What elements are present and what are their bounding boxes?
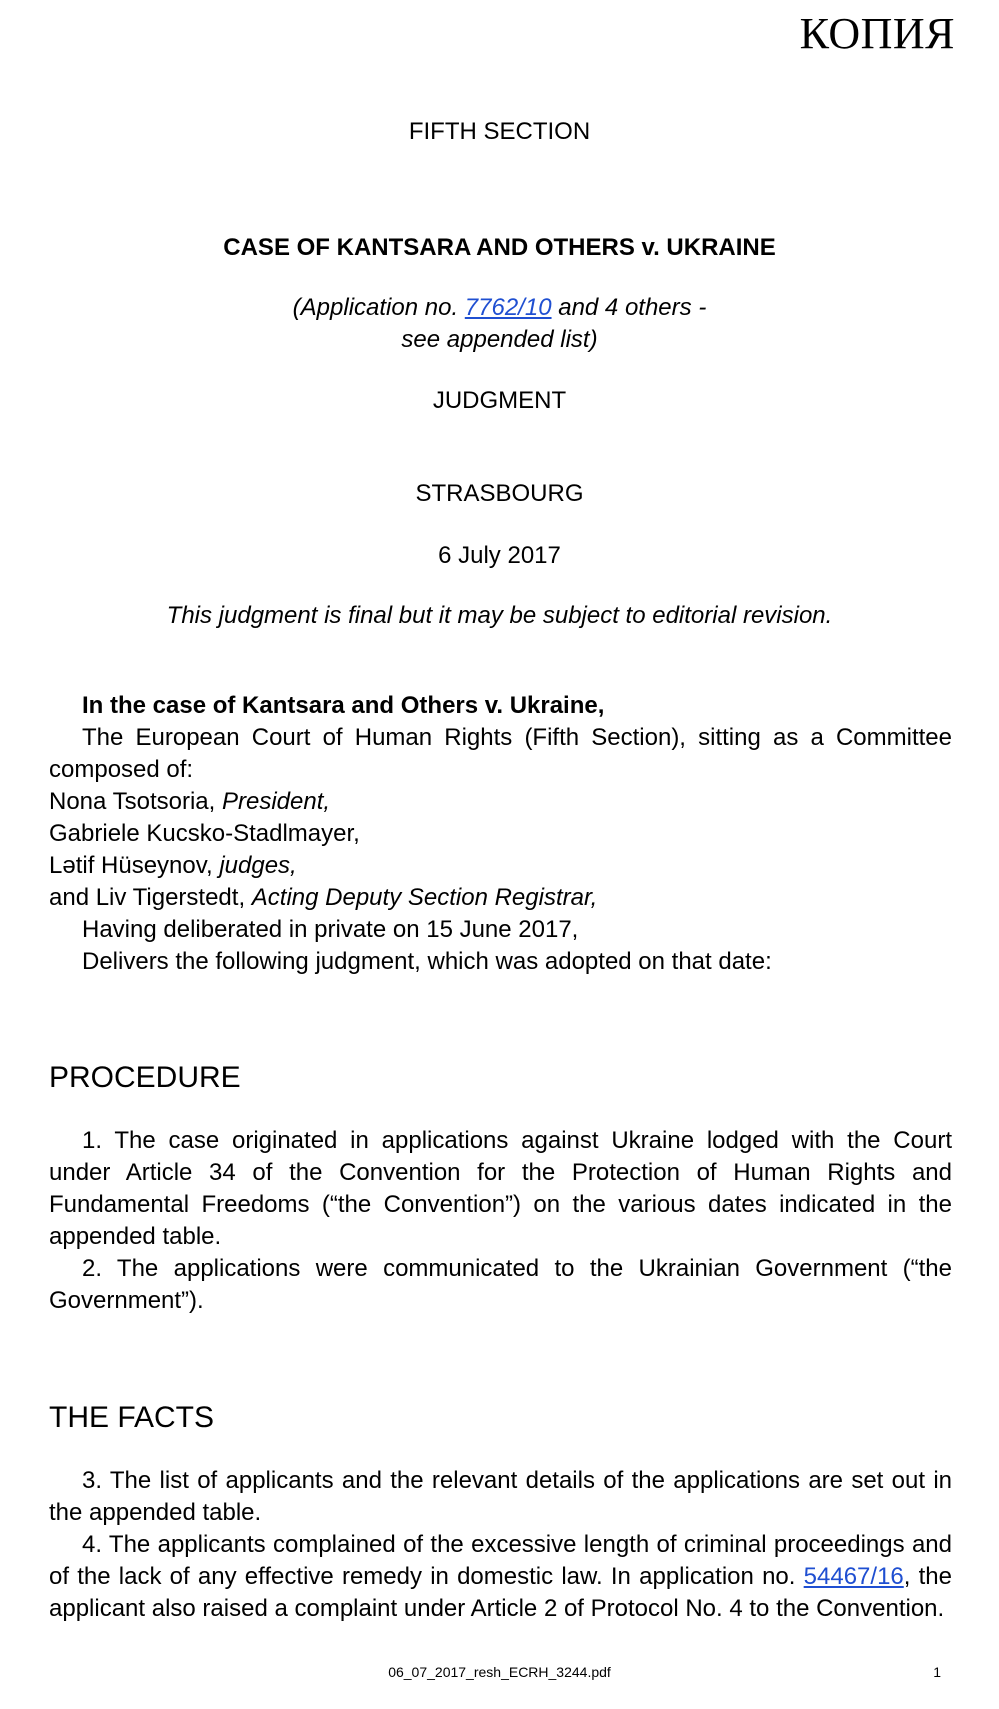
member-2 [49,818,952,850]
member-3 [49,850,952,882]
application-suffix: and 4 others - [551,294,707,321]
paragraph-4 [49,1529,952,1625]
kopiya-stamp: КОПИЯ [799,9,955,58]
application-link[interactable]: 7762/10 [464,294,552,321]
member-1-name: Nona Tsotsoria, [49,788,222,815]
paragraph-2: 2. The applications were communicated to the Ukrainian Government (“the Government”). [49,1255,952,1314]
facts-heading: THE FACTS [49,1401,215,1434]
member-3-role: judges, [219,852,297,879]
judgment-date: 6 July 2017 [438,542,561,569]
member-4 [49,882,952,914]
member-2-name: Gabriele Kucsko-Stadlmayer, [49,820,360,847]
delivers-line: Delivers the following judgment, which was adopted on that date: [82,948,772,975]
member-1-role: President, [221,788,331,815]
facts-block [49,1465,952,1625]
footer-page-number: 1 [933,1664,941,1680]
paragraph-4-part1: 4. The applicants complained of the excessive length of criminal proceedings and of the lack of any effective remedy in domestic law. In application no. [49,1531,952,1590]
editorial-notice: This judgment is final but it may be subject to editorial revision. [166,602,833,629]
application-prefix: (Application no. [292,294,465,321]
procedure-heading: PROCEDURE [49,1061,241,1094]
court-line: The European Court of Human Rights (Fifth Section), sitting as a Committee composed of: [49,724,952,783]
intro-block [49,690,952,978]
footer-filename: 06_07_2017_resh_ECRH_3244.pdf [388,1664,611,1680]
case-title: CASE OF KANTSARA AND OTHERS v. UKRAINE [223,234,776,261]
place: STRASBOURG [415,480,584,507]
case-line: In the case of Kantsara and Others v. Ukraine, [82,692,605,719]
procedure-block [49,1125,952,1317]
application-line-2: see appended list) [401,326,598,353]
member-4-name: and Liv Tigerstedt, [49,884,252,911]
paragraph-3: 3. The list of applicants and the relevant details of the applications are set out in the appended table. [49,1467,952,1526]
judgment-title: JUDGMENT [432,387,567,414]
deliberated-line: Having deliberated in private on 15 June 2017, [82,916,579,943]
paragraph-1: 1. The case originated in applications against Ukraine lodged with the Court under Article 34 of the Convention for the Protection of Human Rights and Fundamental Freedoms (“the Convention”) on the various dates indicated in the appended table. [49,1127,952,1250]
paragraph-4-part2: , the applicant also raised a complaint under Article 2 of Protocol No. 4 to the Convention. [49,1563,953,1622]
application-line [0,292,999,324]
section-title: FIFTH SECTION [408,118,591,145]
paragraph-4-link[interactable]: 54467/16 [803,1563,904,1590]
member-1 [49,786,952,818]
member-3-name: Lətif Hüseynov, [49,852,220,879]
member-4-role: Acting Deputy Section Registrar, [251,884,598,911]
